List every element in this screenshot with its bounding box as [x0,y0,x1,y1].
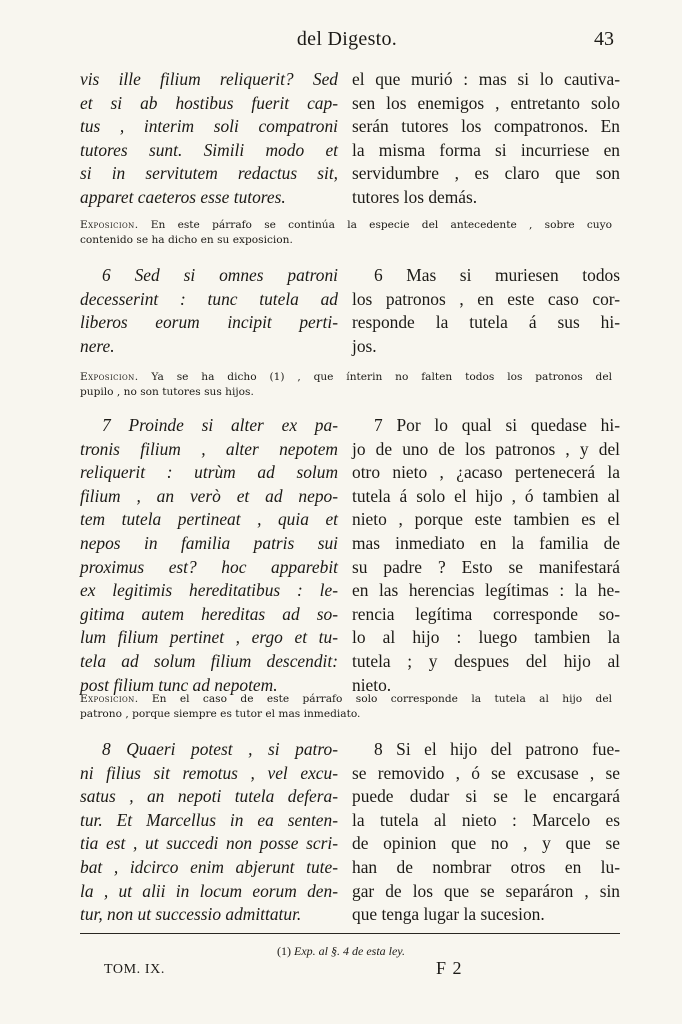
latin-line: tronis filium , alter nepotem [80,438,338,459]
latin-line: 8 Quaeri potest , si patro- [102,739,338,759]
latin-line: liberos eorum incipit perti- [80,312,338,333]
exposition-text: patrono , porque siempre es tutor el mas inmediato. [80,708,361,720]
latin-line: nere. [80,335,115,356]
exposition-note [80,692,612,722]
latin-line: apparet caeteros esse tutores. [80,186,286,207]
spanish-line: han de nombrar otros en lu- [352,856,620,877]
latin-line: tus , interim soli compatroni [80,116,338,137]
exposition-text: pupilo , no son tutores sus hijos. [80,386,254,398]
footnote-marker: (1) [277,944,291,958]
spanish-line: jos. [352,335,377,356]
latin-line: lum filium pertinet , ergo et tu- [80,627,338,648]
exposition-label: Exposicion. [80,693,139,705]
latin-line: nepos in familia patris sui [80,532,338,553]
volume-label: TOM. IX. [104,962,165,977]
footnote-text: Exp. al §. 4 de esta ley. [294,944,405,958]
page-number: 43 [594,28,614,50]
latin-line: ni filius sit remotus , vel excu- [80,762,338,783]
latin-line: tem tutela pertineat , quia et [80,509,338,530]
spanish-column [352,738,620,927]
latin-line: post filium tunc ad nepotem. [80,674,278,695]
latin-line: satus , an nepoti tutela defera- [80,786,338,807]
spanish-line: 7 Por lo qual si quedase hi- [374,415,620,435]
exposition-note [80,370,612,400]
spanish-line: la misma forma si incurriese en [352,139,620,160]
spanish-line: 8 Si el hijo del patrono fue- [374,739,620,759]
latin-line: decesserint : tunc tutela ad [80,288,338,309]
spanish-line: nieto. [352,674,392,695]
spanish-line: puede dudar si se le encargará [352,786,620,807]
latin-line: reliquerit : utrùm ad solum [80,462,338,483]
latin-line: tutores sunt. Simili modo et [80,139,338,160]
spanish-line: otro nieto , ¿acaso pertenecerá la [352,462,620,483]
latin-line: tur. Et Marcellus in ea senten- [80,809,338,830]
spanish-line: gar de los que se separáron , sin [352,880,620,901]
exposition-text: En este párrafo se continúa la especie del antecedente , sobre cuyo [150,219,612,231]
latin-column [80,264,338,358]
spanish-line: tutela ; y despues del hijo al [352,650,620,671]
spanish-line: mas inmediato en la familia de [352,532,620,553]
exposition-note [80,218,612,248]
spanish-line: nieto , porque este tambien es el [352,509,620,530]
spanish-line: en las herencias legítimas : la he- [352,580,620,601]
latin-line: filium , an verò et ad nepo- [80,485,338,506]
spanish-line: sen los enemigos , entretanto solo [352,92,620,113]
exposition-text: Ya se ha dicho (1) , que ínterin no falten todos los patronos del [151,371,612,383]
latin-column [80,68,338,210]
signature-mark: F 2 [436,958,463,978]
spanish-line: servidumbre , es claro que son [352,163,620,184]
footnote [0,944,682,959]
spanish-line: serán tutores los compatronos. En [352,116,620,137]
latin-line: si in servitutem redactus sit, [80,163,338,184]
spanish-line: tutela á solo el hijo , ó tambien al [352,485,620,506]
spanish-line: responde la tutela á sus hi- [352,312,620,333]
latin-line: et si ab hostibus fuerit cap- [80,92,338,113]
spanish-line: lo al hijo : luego tambien la [352,627,620,648]
spanish-line: que tenga lugar la sucesion. [352,904,545,925]
latin-column [80,414,338,697]
exposition-label: Exposicion. [80,219,139,231]
exposition-text: contenido se ha dicho en su exposicion. [80,234,293,246]
spanish-line: de opinion que no , y que se [352,833,620,854]
spanish-column [352,68,620,210]
latin-line: vis ille filium reliquerit? Sed [80,69,338,89]
page-header [80,28,614,60]
running-title: del Digesto. [296,28,398,50]
latin-line: gitima autem hereditas ad so- [80,603,338,624]
latin-line: 6 Sed si omnes patroni [102,265,338,285]
exposition-label: Exposicion. [80,371,139,383]
latin-column [80,738,338,927]
spanish-line: los patronos , en este caso cor- [352,288,620,309]
spanish-line: tutores los demás. [352,186,478,207]
spanish-column [352,264,620,358]
latin-line: tur, non ut successio admittatur. [80,904,302,925]
latin-line: tia est , ut succedi non posse scri- [80,833,338,854]
latin-line: proximus est? hoc apparebit [80,556,338,577]
exposition-text: En el caso de este párrafo solo corresponde la tutela al hijo del [151,693,612,705]
spanish-line: su padre ? Esto se manifestará [352,556,620,577]
latin-line: bat , idcirco enim abjerunt tute- [80,856,338,877]
spanish-line: rencia legítima corresponde so- [352,603,620,624]
latin-line: ex legitimis hereditatibus : le- [80,580,338,601]
latin-line: 7 Proinde si alter ex pa- [102,415,338,435]
spanish-line: el que murió : mas si lo cautiva- [352,69,620,89]
spanish-line: 6 Mas si muriesen todos [374,265,620,285]
latin-line: la , ut alii in locum eorum den- [80,880,338,901]
footnote-rule [80,933,620,934]
spanish-line: jo de uno de los patronos , y del [352,438,620,459]
spanish-line: se removido , ó se excusase , se [352,762,620,783]
spanish-column [352,414,620,697]
spanish-line: la tutela al nieto : Marcelo es [352,809,620,830]
latin-line: tela ad solum filium descendit: [80,650,338,671]
